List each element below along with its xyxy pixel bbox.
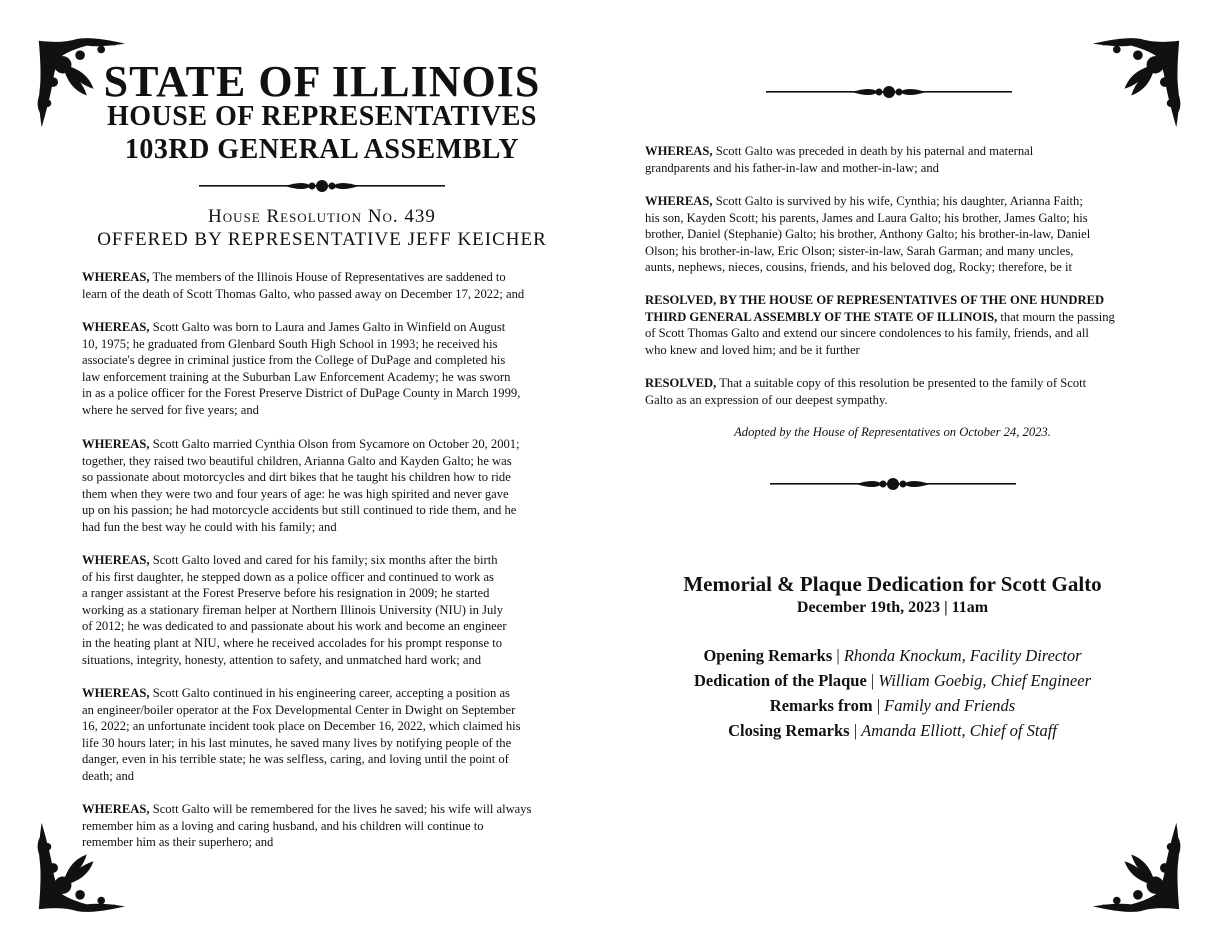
paragraph-line: of Scott Thomas Galto and extend our sincere condolences to his family, friends, and all bbox=[645, 326, 1089, 341]
assembly-title: 103RD GENERAL ASSEMBLY bbox=[124, 134, 520, 165]
paragraph-line: 10, 1975; he graduated from Glenbard South High School in 1993; he received his bbox=[82, 336, 498, 351]
paragraph-line: law enforcement training at the Suburban Law Enforcement Academy; he was sworn bbox=[82, 369, 511, 384]
program-item bbox=[645, 694, 1140, 718]
paragraph-lead: WHEREAS, bbox=[645, 144, 713, 158]
paragraph-line: remember him as a loving and caring husband, and his children will continue to bbox=[82, 818, 484, 833]
paragraph-line: Scott Galto married Cynthia Olson from Sycamore on October 20, 2001; bbox=[152, 437, 520, 451]
paragraph-lead: WHEREAS, bbox=[645, 194, 713, 208]
program-separator: | bbox=[872, 696, 885, 715]
paragraph-lead: THIRD GENERAL ASSEMBLY OF THE STATE OF ILLINOIS, bbox=[645, 309, 998, 324]
program-speaker: William Goebig, Chief Engineer bbox=[878, 671, 1091, 690]
whereas-paragraph bbox=[645, 292, 1140, 358]
program-item bbox=[645, 644, 1140, 668]
paragraph-line: Olson; his brother-in-law, Eric Olson; sister-in-law, Sarah Garman; and many uncles, bbox=[645, 243, 1074, 258]
paragraph-lead: WHEREAS, bbox=[82, 437, 150, 451]
paragraph-line: That a suitable copy of this resolution be presented to the family of Scott bbox=[719, 376, 1087, 390]
program-label: Opening Remarks bbox=[703, 646, 833, 665]
paragraph-lead: WHEREAS, bbox=[82, 320, 150, 334]
paragraph-line: Scott Galto was preceded in death by his paternal and maternal bbox=[715, 144, 1034, 158]
paragraph-line: them when they were two and four years of age: he was high spirited and never gave bbox=[82, 486, 509, 501]
paragraph-line: up on his passion; he had motorcycle accidents but still continued to ride them, and he bbox=[82, 503, 517, 518]
house-title: HOUSE OF REPRESENTATIVES bbox=[106, 101, 538, 132]
corner-ornament-bottom-right-icon bbox=[1088, 818, 1184, 914]
program-separator: | bbox=[832, 646, 844, 665]
program-speaker: Rhonda Knockum, Facility Director bbox=[843, 646, 1082, 665]
paragraph-line: 16, 2022; an unfortunate incident took place on December 16, 2022, which claimed his bbox=[82, 719, 521, 734]
paragraph-line: Galto as an expression of our deepest sympathy. bbox=[645, 392, 888, 407]
program-separator: | bbox=[849, 721, 862, 740]
paragraph-line: that mourn the passing bbox=[1000, 309, 1115, 324]
paragraph-lead: WHEREAS, bbox=[82, 802, 150, 816]
offered-by: OFFERED BY REPRESENTATIVE JEFF KEICHER bbox=[97, 229, 547, 250]
paragraph-line: Scott Galto was born to Laura and James Galto in Winfield on August bbox=[152, 320, 506, 334]
paragraph-line: Scott Galto will be remembered for the lives he saved; his wife will always bbox=[152, 802, 532, 816]
whereas-paragraph bbox=[645, 193, 1140, 276]
paragraph-line: life 30 hours later; in his last minutes, he saved many lives by notifying people of the bbox=[82, 735, 512, 750]
paragraph-line: together, they raised two beautiful children, Arianna Galto and Kayden Galto; he was bbox=[82, 453, 512, 468]
paragraph-line: remember him as their superhero; and bbox=[82, 835, 274, 850]
divider-ornament-bottom-icon bbox=[770, 476, 1016, 492]
state-title: STATE OF ILLINOIS bbox=[103, 57, 541, 106]
whereas-paragraph bbox=[82, 319, 562, 419]
whereas-paragraph bbox=[645, 375, 1140, 408]
whereas-paragraph bbox=[82, 436, 562, 536]
paragraph-line: aunts, nephews, nieces, cousins, friends, and his beloved dog, Rocky; therefore, be it bbox=[645, 260, 1073, 275]
paragraph-line: of his first daughter, he stepped down as a police officer and continued to work as bbox=[82, 569, 494, 584]
paragraph-line: working as a stationary fireman helper at Northern Illinois University (NIU) in July bbox=[82, 602, 504, 617]
whereas-paragraph bbox=[645, 143, 1140, 176]
program-label: Dedication of the Plaque bbox=[694, 671, 867, 690]
paragraph-lead: RESOLVED, BY THE HOUSE OF REPRESENTATIVES OF THE ONE HUNDRED bbox=[645, 293, 1105, 307]
paragraph-line: in the heating plant at NIU, where he received accolades for his prompt response to bbox=[82, 635, 502, 650]
whereas-paragraph bbox=[82, 801, 562, 851]
paragraph-line: Scott Galto continued in his engineering career, accepting a position as bbox=[152, 686, 510, 700]
paragraph-line: his son, Kayden Scott; his parents, James and Laura Galto; his brother, James Galto; his bbox=[645, 210, 1088, 225]
memorial-title: Memorial & Plaque Dedication for Scott Galto bbox=[683, 572, 1102, 596]
adopted-note: Adopted by the House of Representatives on October 24, 2023. bbox=[734, 425, 1051, 439]
paragraph-lead: RESOLVED, bbox=[645, 376, 717, 390]
paragraph-lead: WHEREAS, bbox=[82, 686, 150, 700]
memorial-date: December 19th, 2023 | 11am bbox=[796, 599, 989, 616]
paragraph-line: where he served for five years; and bbox=[82, 402, 259, 417]
whereas-paragraph bbox=[82, 269, 562, 302]
paragraph-line: brother, Daniel (Stephanie) Galto; his brother, Anthony Galto; his brother-in-law, Daniel bbox=[645, 227, 1091, 242]
program-label: Remarks from bbox=[769, 696, 873, 715]
paragraph-line: of 2012; he was dedicated to and passionate about his work and become an engineer bbox=[82, 619, 507, 634]
whereas-paragraph bbox=[82, 685, 562, 785]
program-label: Closing Remarks bbox=[728, 721, 850, 740]
program-speaker: Family and Friends bbox=[884, 696, 1016, 715]
paragraph-lead: WHEREAS, bbox=[82, 553, 150, 567]
corner-ornament-top-right-icon bbox=[1088, 36, 1184, 132]
paragraph-line: an engineer/boiler operator at the Fox Developmental Center in Dwight on September bbox=[82, 702, 516, 717]
paragraph-line: who knew and loved him; and be it further bbox=[645, 342, 860, 357]
paragraph-line: grandparents and his father-in-law and mother-in-law; and bbox=[645, 160, 939, 175]
program-separator: | bbox=[866, 671, 879, 690]
paragraph-line: associate's degree in criminal justice from the College of DuPage and completed his bbox=[82, 353, 506, 368]
paragraph-line: learn of the death of Scott Thomas Galto, who passed away on December 17, 2022; and bbox=[82, 286, 525, 301]
paragraph-line: a ranger assistant at the Forest Preserve before his resignation in 2009; he started bbox=[82, 586, 490, 601]
paragraph-line: The members of the Illinois House of Representatives are saddened to bbox=[152, 270, 506, 284]
paragraph-line: danger, even in his terrible state; he was selfless, caring, and loving until the point of bbox=[82, 752, 509, 767]
paragraph-line: had fun the best way he could with his family; and bbox=[82, 519, 337, 534]
paragraph-line: situations, integrity, honesty, attention to safety, and unmatched hard work; and bbox=[82, 652, 482, 667]
program-item bbox=[645, 669, 1140, 693]
paragraph-line: death; and bbox=[82, 768, 135, 783]
paragraph-line: so passionate about motorcycles and dirt bikes that he taught his children how to ride bbox=[82, 470, 511, 485]
paragraph-line: Scott Galto loved and cared for his family; six months after the birth bbox=[152, 553, 498, 567]
resolution-number: House Resolution No. 439 bbox=[208, 206, 436, 227]
paragraph-line: in as a police officer for the Forest Preserve District of DuPage County in March 1999, bbox=[82, 386, 521, 401]
paragraph-line: Scott Galto is survived by his wife, Cynthia; his daughter, Arianna Faith; bbox=[715, 194, 1083, 208]
divider-ornament-top-icon bbox=[766, 84, 1012, 100]
program-speaker: Amanda Elliott, Chief of Staff bbox=[861, 721, 1057, 740]
program-item bbox=[645, 719, 1140, 743]
divider-ornament-icon bbox=[199, 178, 445, 194]
paragraph-lead: WHEREAS, bbox=[82, 270, 150, 284]
whereas-paragraph bbox=[82, 552, 562, 668]
